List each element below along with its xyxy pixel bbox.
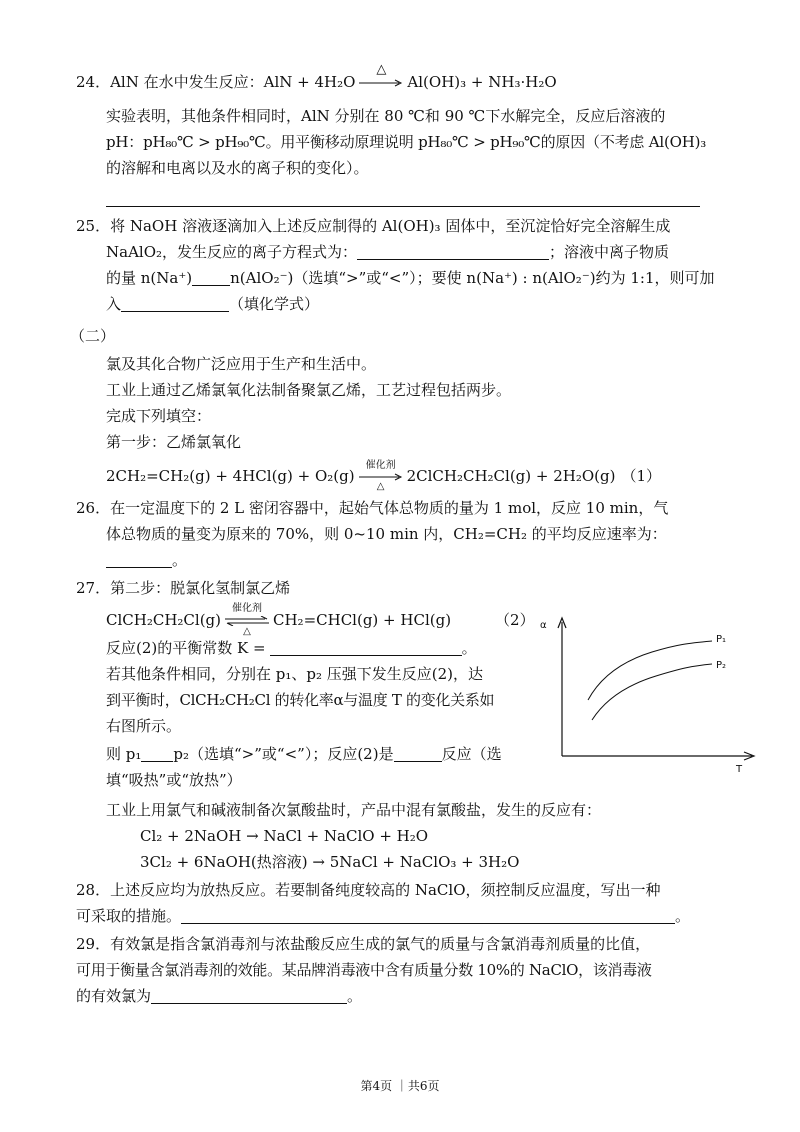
section-heading: （二） <box>70 327 116 345</box>
q27-text: 到平衡时，ClCH₂CH₂Cl 的转化率α与温度 T 的变化关系如 <box>106 691 495 709</box>
answer-blank[interactable] <box>106 552 172 568</box>
answer-blank[interactable] <box>192 270 230 286</box>
q27-line1: 27．第二步：脱氯化氢制氯乙烯 <box>76 579 291 597</box>
x-axis-label: T <box>736 764 743 774</box>
q28-line2: 可采取的措施。 。 <box>76 907 691 925</box>
answer-blank[interactable] <box>121 296 229 312</box>
answer-blank[interactable] <box>151 988 347 1004</box>
q27-text: 若其他条件相同，分别在 p₁、p₂ 压强下发生反应(2)，达 <box>106 665 484 683</box>
curve-p2 <box>592 664 712 720</box>
heat-arrow: △ <box>359 79 403 87</box>
q26-line2: 体总物质的量变为原来的 70%，则 0~10 min 内，CH₂=CH₂ 的平均反应速率为： <box>106 525 667 543</box>
reaction-2: 3Cl₂ + 6NaOH(热溶液) → 5NaCl + NaClO₃ + 3H₂O <box>140 853 520 871</box>
q27-text: 右图所示。 <box>106 717 182 735</box>
q29-line2: 可用于衡量含氯消毒剂的效能。某品牌消毒液中含有质量分数 10%的 NaClO，该消毒液 <box>76 961 652 979</box>
section-paragraph: 完成下列填空： <box>106 407 212 425</box>
catalyst-arrow: 催化剂 △ <box>359 473 403 481</box>
question-number: 29． <box>76 935 111 953</box>
question-number: 28． <box>76 881 111 899</box>
q25-line1: 25．将 NaOH 溶液逐滴加入上述反应制得的 Al(OH)₃ 固体中，至沉淀恰好完全溶解生成 <box>76 217 671 235</box>
answer-blank[interactable] <box>270 640 462 656</box>
section-paragraph: 工业上通过乙烯氯氧化法制备聚氯乙烯，工艺过程包括两步。 <box>106 381 512 399</box>
q27-fill-line: 则 p₁ p₂（选填“>”或“<”）；反应(2)是 反应（选 <box>106 745 502 763</box>
curve-p2-label: P₂ <box>716 660 727 671</box>
q27-k-line: 反应(2)的平衡常数 K = 。 <box>106 639 477 657</box>
q24-line1: 24．AlN 在水中发生反应：AlN + 4H₂O △ Al(OH)₃ + NH₃·H₂O <box>76 62 557 91</box>
answer-blank[interactable] <box>181 908 675 924</box>
q27-text: 填“吸热”或“放热”） <box>106 771 242 789</box>
q29-line1: 29．有效氯是指含氯消毒剂与浓盐酸反应生成的氯气的质量与含氯消毒剂质量的比值， <box>76 935 651 953</box>
equation-1: 2CH₂=CH₂(g) + 4HCl(g) + O₂(g) 催化剂 △ 2ClCH₂CH₂Cl(g) + 2H₂O(g) （1） <box>106 460 662 492</box>
answer-blank[interactable] <box>141 746 173 762</box>
q24-line2: 实验表明，其他条件相同时，AlN 分别在 80 ℃和 90 ℃下水解完全，反应后溶液的 <box>106 107 666 125</box>
q29-line3: 的有效氯为 。 <box>76 987 363 1005</box>
y-axis-label: α <box>540 620 547 631</box>
q24-line3: pH：pH₈₀℃ > pH₉₀℃。用平衡移动原理说明 pH₈₀℃ > pH₉₀℃的原因（不考虑 Al(OH)₃ <box>106 133 707 151</box>
question-number: 27． <box>76 579 111 597</box>
q25-line4: 入 （填化学式） <box>106 295 320 313</box>
section-paragraph: 氯及其化合物广泛应用于生产和生活中。 <box>106 355 377 373</box>
answer-blank[interactable] <box>394 746 442 762</box>
answer-line[interactable] <box>106 206 700 207</box>
q26-line3: 。 <box>106 550 187 572</box>
equilibrium-arrow: 催化剂 △ <box>225 616 269 626</box>
page-footer: 第4页 ｜共6页 <box>360 1079 440 1093</box>
answer-blank[interactable] <box>357 244 549 260</box>
curve-p1-label: P₁ <box>716 634 727 645</box>
q28-line1: 28．上述反应均为放热反应。若要制备纯度较高的 NaClO，须控制反应温度，写出一种 <box>76 881 661 899</box>
question-number: 26． <box>76 499 111 517</box>
question-number: 25． <box>76 217 111 235</box>
question-number: 24． <box>76 73 111 91</box>
q26-line1: 26．在一定温度下的 2 L 密闭容器中，起始气体总物质的量为 1 mol，反应 10 min，气 <box>76 499 669 517</box>
equation-2: ClCH₂CH₂Cl(g) 催化剂 △ CH₂=CHCl(g) + HCl(g) （2） <box>106 603 535 637</box>
q25-line3: 的量 n(Na⁺) n(AlO₂⁻)（选填“>”或“<”）；要使 n(Na⁺) : n(AlO₂⁻)约为 1:1，则可加 <box>106 269 715 287</box>
curve-p1 <box>588 641 712 700</box>
step1-title: 第一步：乙烯氯氧化 <box>106 433 242 451</box>
reaction-1: Cl₂ + 2NaOH → NaCl + NaClO + H₂O <box>140 827 429 845</box>
reactions-intro: 工业上用氯气和碱液制备次氯酸盐时，产品中混有氯酸盐，发生的反应有： <box>106 801 602 819</box>
q24-line4: 的溶解和电离以及水的离子积的变化）。 <box>106 159 369 177</box>
conversion-temperature-diagram <box>540 610 768 774</box>
q25-line2: NaAlO₂，发生反应的离子方程式为： ；溶液中离子物质 <box>106 243 670 261</box>
